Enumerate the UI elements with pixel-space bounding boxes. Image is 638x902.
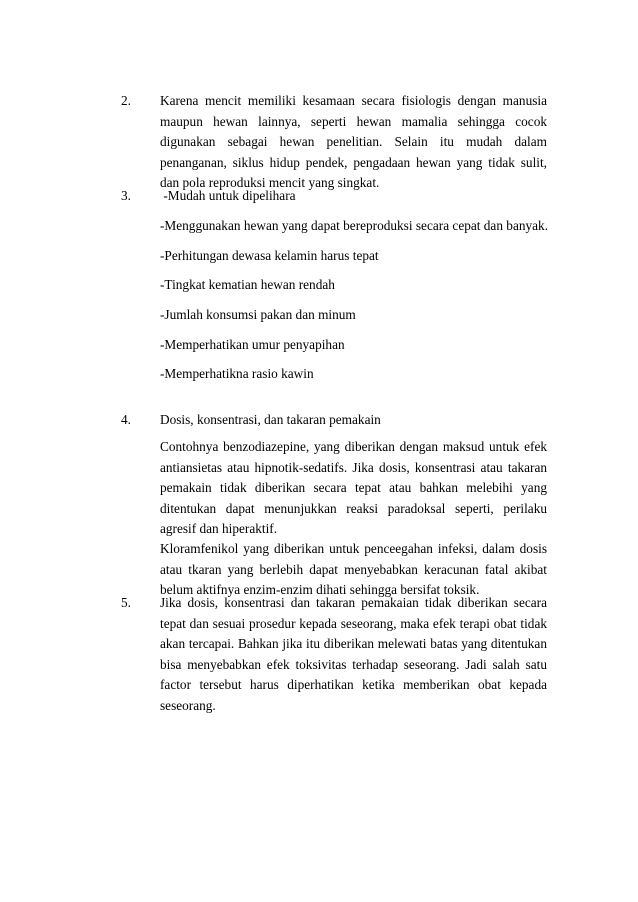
list-line: -Menggunakan hewan yang dapat bereproduksi secara cepat dan banyak. [160, 218, 549, 233]
item-paragraph: Karena mencit memiliki kesamaan secara fisiologis dengan manusia maupun hewan lainnya, seperti hewan mamalia sehingga cocok digunakan sebagai hewan penelitian. Selain itu mudah dalam penanganan, siklus hidup pendek, pengadaan hewan yang tidak sulit, dan pola reproduksi mencit yang singkat. [160, 93, 547, 190]
item-paragraph: Contohnya benzodiazepine, yang diberikan dengan maksud untuk efek antiansietas atau hipnotik-sedatifs. Jika dosis, konsentrasi atau takaran pemakain tidak diberikan secara tepat atau bahkan melebihi yang ditentukan dapat menunjukkan reaksi paradoksal seperti, perilaku agresif dan hiperaktif. [160, 439, 547, 536]
list-line: -Memperhatikna rasio kawin [160, 366, 314, 381]
list-line: -Mudah untuk dipelihara [160, 188, 296, 203]
item-number: 5. [121, 595, 131, 610]
list-line: -Tingkat kematian hewan rendah [160, 277, 335, 292]
item-paragraph: Kloramfenikol yang diberikan untuk penceegahan infeksi, dalam dosis atau tkaran yang berlebih dapat menyebabkan keracunan fatal akibat belum aktifnya enzim-enzim dihati sehingga bersifat toksik. [160, 541, 547, 597]
item-number: 3. [121, 188, 131, 203]
list-line: -Perhitungan dewasa kelamin harus tepat [160, 248, 379, 263]
item-heading: Dosis, konsentrasi, dan takaran pemakain [160, 412, 381, 427]
item-number: 4. [121, 412, 131, 427]
list-line: -Jumlah konsumsi pakan dan minum [160, 307, 356, 322]
item-paragraph: Jika dosis, konsentrasi dan takaran pemakaian tidak diberikan secara tepat dan sesuai prosedur kepada seseorang, maka efek terapi obat tidak akan tercapai. Bahkan jika itu diberikan melewati batas yang ditentukan bisa menyebabkan efek toksivitas terhadap seseorang. Jadi salah satu factor tersebut harus diperhatikan ketika memberikan obat kepada seseorang. [160, 595, 547, 713]
list-line: -Memperhatikan umur penyapihan [160, 337, 345, 352]
item-number: 2. [121, 93, 131, 108]
